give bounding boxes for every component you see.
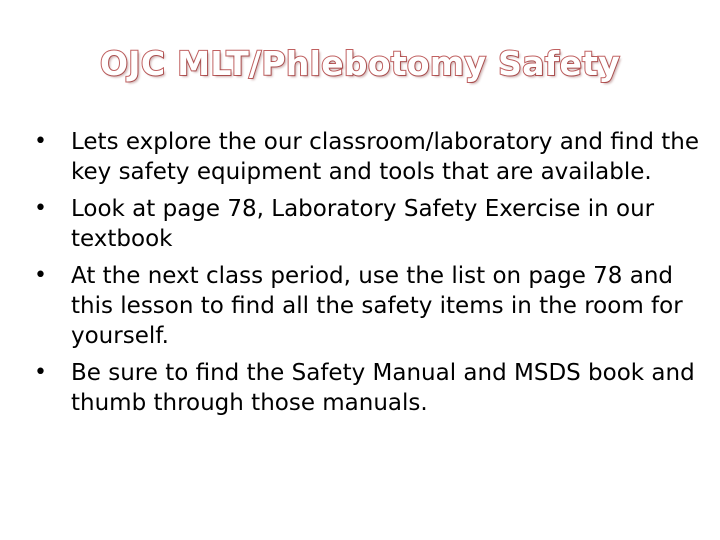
slide-title: OJC MLT/Phlebotomy Safety <box>99 44 621 83</box>
bullet-marker: • <box>34 360 47 385</box>
bullet-item <box>30 358 700 418</box>
bullet-text: Look at page 78, Laboratory Safety Exercise in our textbook <box>71 196 655 252</box>
bullet-marker: • <box>34 263 47 288</box>
bullet-item <box>30 194 700 254</box>
bullet-item <box>30 261 700 351</box>
bullet-text: At the next class period, use the list on page 78 and this lesson to find all the safety items in the room for yourself. <box>71 263 683 349</box>
bullet-list <box>30 127 700 425</box>
bullet-marker: • <box>34 129 47 154</box>
bullet-item <box>30 127 700 187</box>
bullet-text: Be sure to find the Safety Manual and MSDS book and thumb through those manuals. <box>71 360 695 416</box>
bullet-text: Lets explore the our classroom/laboratory and find the key safety equipment and tools that are available. <box>71 129 699 185</box>
bullet-marker: • <box>34 196 47 221</box>
